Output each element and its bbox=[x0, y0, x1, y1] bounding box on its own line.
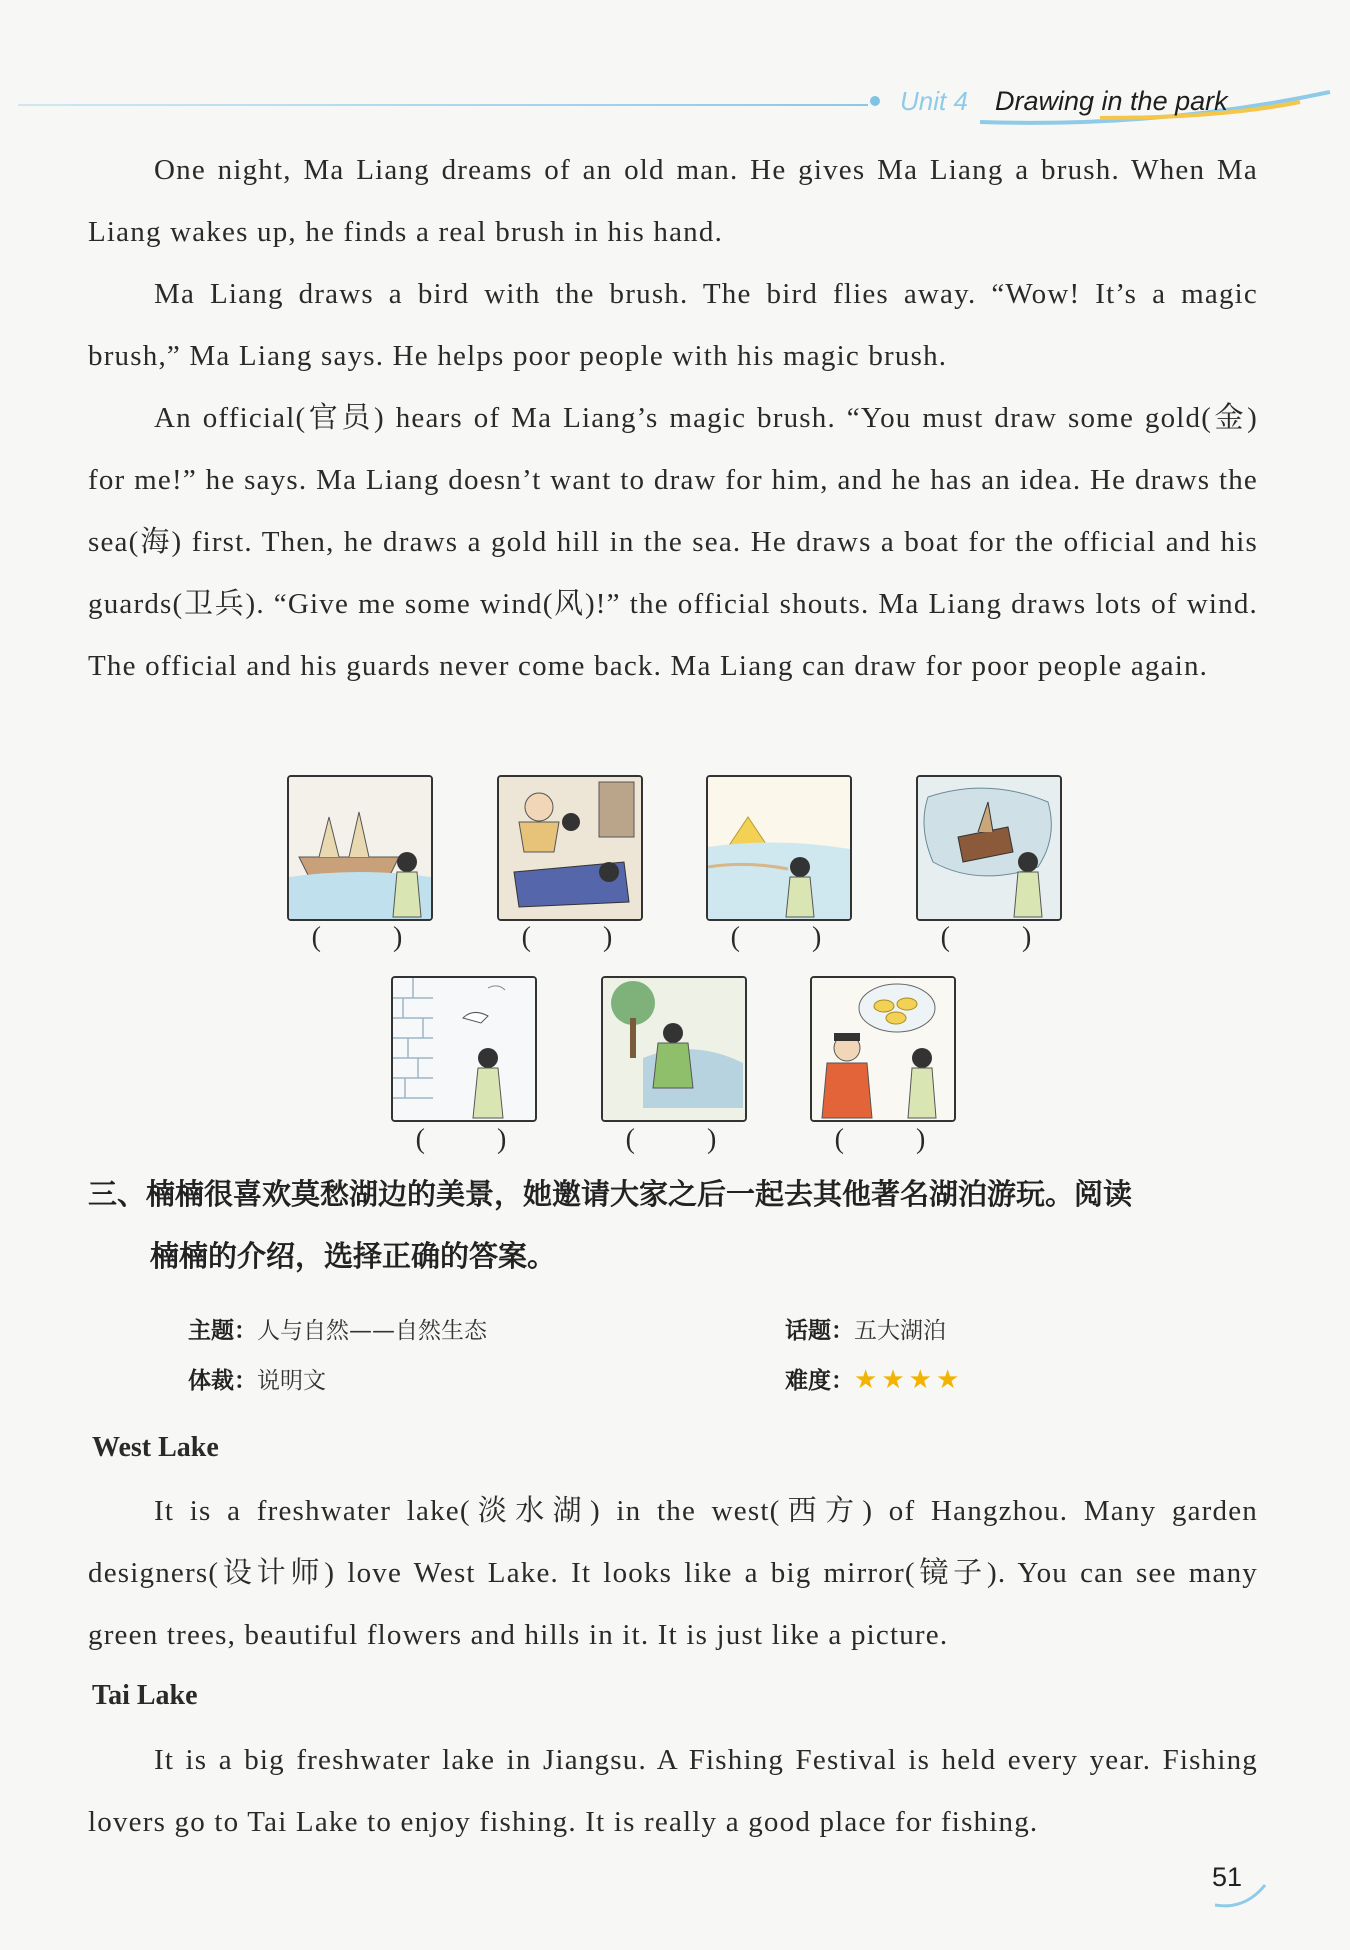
difficulty-info: 难度：★ ★ ★ ★ bbox=[785, 1362, 963, 1395]
lake-heading-tai-lake: Tai Lake bbox=[92, 1680, 198, 1711]
picture-ship-in-storm bbox=[916, 775, 1062, 921]
theme-info: 主题：人与自然——自然生态 bbox=[188, 1318, 487, 1344]
header-rule bbox=[18, 104, 868, 106]
unit-label: Unit 4 bbox=[900, 86, 968, 116]
answer-blank[interactable]: ( ) bbox=[834, 1124, 928, 1155]
star-icon: ★ bbox=[908, 1365, 932, 1395]
picture-bird-flies-away bbox=[391, 976, 537, 1122]
answer-blank[interactable]: ( ) bbox=[311, 922, 405, 953]
page-number: 51 bbox=[1212, 1862, 1243, 1892]
lake-text-tai-lake: It is a big freshwater lake in Jiangsu. A Fishing Festival is held every year. Fishing lovers go to Tai Lake to enjoy fishing. It is really a good place for fishing. bbox=[88, 1744, 1258, 1838]
answer-blank[interactable]: ( ) bbox=[415, 1124, 509, 1155]
answer-blank[interactable]: ( ) bbox=[521, 922, 615, 953]
section-3-title-line-2: 楠楠的介绍，选择正确的答案。 bbox=[150, 1239, 557, 1273]
picture-official-wants-gold bbox=[810, 976, 956, 1122]
story-paragraph-3: An official(官员) hears of Ma Liang’s magic brush. “You must draw some gold(金) for me!” he says. Ma Liang doesn’t want to draw for him, and he has an idea. He draws the sea(海) first. Then, he draws a gold hill in the sea. He draws a boat for the official and his guards(卫兵). “Give me some wind(风)!” the official shouts. Ma Liang draws lots of wind. The official and his guards never come back. Ma Liang can draw for poor people again. bbox=[88, 402, 1258, 682]
answer-blank[interactable]: ( ) bbox=[940, 922, 1034, 953]
answer-blank[interactable]: ( ) bbox=[730, 922, 824, 953]
lake-heading-west-lake: West Lake bbox=[92, 1432, 219, 1463]
picture-old-man-dream bbox=[497, 775, 643, 921]
header-dot-icon bbox=[870, 96, 880, 106]
lake-text-west-lake: It is a freshwater lake(淡水湖) in the west(西方) of Hangzhou. Many garden designers(设计师) love West Lake. It looks like a big mirror(镜子). You can see many green trees, beautiful flowers and hills in it. It is just like a picture. bbox=[88, 1495, 1258, 1651]
topic-info: 话题：五大湖泊 bbox=[785, 1318, 946, 1344]
page-number-swoosh-decoration bbox=[1210, 1880, 1270, 1910]
star-icon: ★ bbox=[935, 1365, 960, 1395]
star-icon: ★ bbox=[854, 1365, 878, 1395]
picture-gold-hill-in-sea bbox=[706, 775, 852, 921]
picture-helping-poor-people bbox=[601, 976, 747, 1122]
story-paragraph-2: Ma Liang draws a bird with the brush. The bird flies away. “Wow! It’s a magic brush,” Ma Liang says. He helps poor people with his magic brush. bbox=[88, 278, 1258, 372]
unit-title: Drawing in the park bbox=[995, 86, 1228, 116]
genre-info: 体裁：说明文 bbox=[188, 1368, 326, 1394]
difficulty-stars bbox=[854, 1365, 963, 1395]
story-paragraph-1: One night, Ma Liang dreams of an old man. He gives Ma Liang a brush. When Ma Liang wakes up, he finds a real brush in his hand. bbox=[88, 154, 1258, 248]
star-icon: ★ bbox=[881, 1365, 905, 1395]
picture-boat-with-guards bbox=[287, 775, 433, 921]
section-3-title-line-1: 三、楠楠很喜欢莫愁湖边的美景，她邀请大家之后一起去其他著名湖泊游玩。阅读 bbox=[88, 1177, 1133, 1211]
answer-blank[interactable]: ( ) bbox=[625, 1124, 719, 1155]
